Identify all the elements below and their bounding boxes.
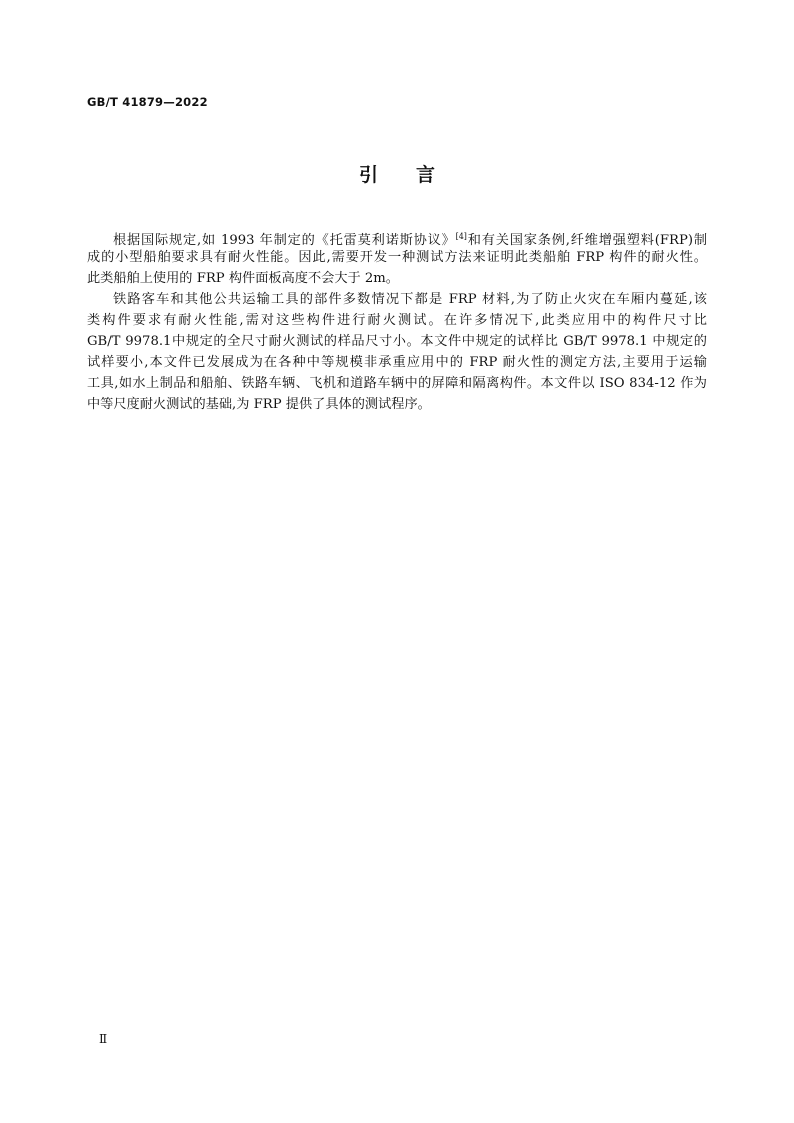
paragraph-line: 此类船舶上使用的 FRP 构件面板高度不会大于 2m。 [87, 271, 399, 286]
paragraph-1 [87, 226, 707, 289]
standard-code: GB/T 41879—2022 [87, 95, 208, 109]
section-title-char-1: 引 [358, 164, 378, 186]
paragraph-line: GB/T 9978.1中规定的全尺寸耐火测试的样品尺寸小。本文件中规定的试样比 GB/T 9978.1 中规定的 [87, 334, 707, 349]
paragraph-line: 根据国际规定,如 1993 年制定的《托雷莫利诺斯协议》[4]和有关国家条例,纤维增强塑料(FRP)制 [113, 232, 708, 248]
page-number: Ⅱ [99, 1032, 108, 1046]
paragraph-line: 试样要小,本文件已发展成为在各种中等规模非承重应用中的 FRP 耐火性的测定方法,主要用于运输 [87, 355, 707, 370]
paragraph-line: 成的小型船舶要求具有耐火性能。因此,需要开发一种测试方法来证明此类船舶 FRP 构件的耐火性。 [87, 250, 707, 265]
citation-reference: [4] [455, 232, 467, 241]
section-title-char-2: 言 [416, 164, 436, 186]
paragraph-line: 中等尺度耐火测试的基础,为 FRP 提供了具体的测试程序。 [87, 397, 431, 412]
paragraph-line: 铁路客车和其他公共运输工具的部件多数情况下都是 FRP 材料,为了防止火灾在车厢内蔓延,该 [113, 292, 707, 307]
paragraph-line: 工具,如水上制品和船舶、铁路车辆、飞机和道路车辆中的屏障和隔离构件。本文件以 ISO 834-12 作为 [87, 376, 707, 391]
paragraph-2 [87, 289, 707, 415]
body-text [87, 226, 707, 415]
paragraph-line: 类构件要求有耐火性能,需对这些构件进行耐火测试。在许多情况下,此类应用中的构件尺寸比 [87, 313, 707, 328]
section-title [0, 160, 794, 187]
